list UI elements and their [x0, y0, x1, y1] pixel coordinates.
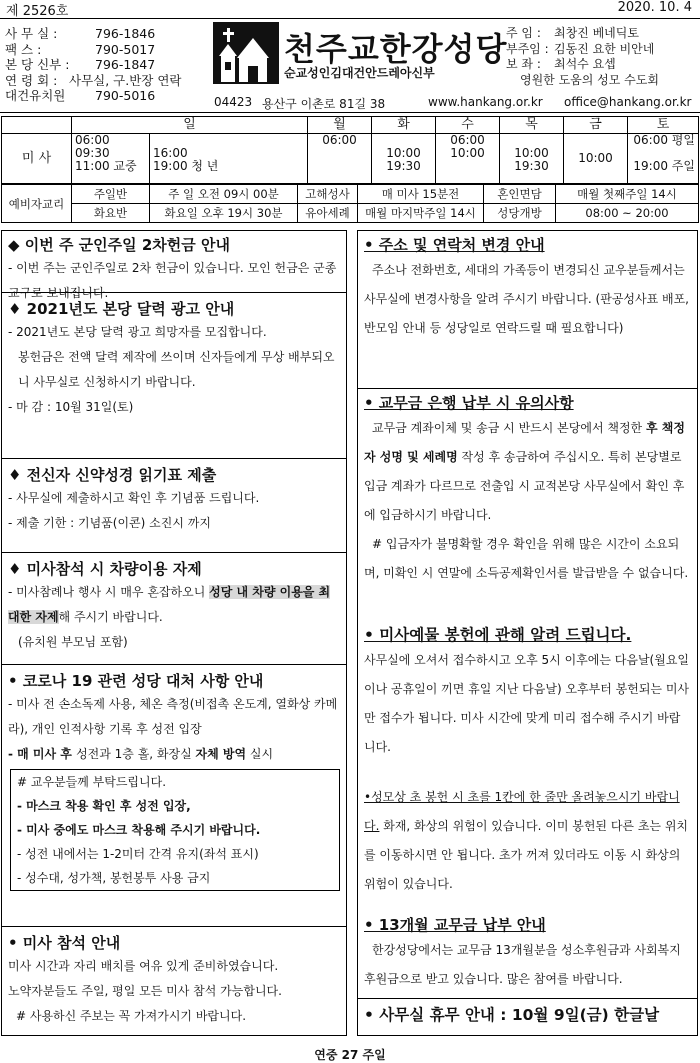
thu-times — [500, 134, 564, 184]
notice-covid — [2, 667, 346, 927]
vice-label: 보 좌 : — [506, 57, 541, 71]
day-tue: 화 — [372, 117, 436, 134]
pastor-name: 최창진 베네딕토 — [554, 26, 639, 40]
text: 작성 후 송금하여 주십시오. 특히 본당별로 입금 계좌가 다르므로 전출입 시 교적본당 사무실에서 확인 후에 입금하시기 바랍니다. — [364, 450, 685, 522]
day-mon: 월 — [308, 117, 372, 134]
notice-body: # 사용하신 주보는 꼭 가져가시기 바랍니다. — [16, 1009, 247, 1023]
header-rule — [0, 112, 700, 113]
schedule-corner — [2, 117, 72, 134]
time: 06:00 — [322, 133, 357, 147]
highlight-text: 성당 내 차량 이용을 최대한 자제 — [8, 585, 331, 624]
day-wed: 수 — [436, 117, 500, 134]
right-column — [357, 230, 698, 1036]
notice-body — [358, 777, 697, 899]
cell: 08:00 ~ 20:00 — [556, 204, 699, 223]
contact-left — [5, 26, 215, 104]
fri-times — [564, 134, 628, 184]
office-phone: 796-1846 — [95, 26, 156, 41]
notice-calendar-ad — [2, 295, 346, 459]
mon-times — [308, 134, 372, 184]
request-box — [10, 769, 340, 891]
text: 실시 — [246, 747, 274, 761]
notice-title: ♦ 미사참석 시 차량이용 자제 — [8, 560, 202, 578]
day-fri: 금 — [564, 117, 628, 134]
notice-title: • 미사예물 봉헌에 관해 알려 드립니다. — [364, 626, 632, 644]
website-link[interactable]: www.hankang.or.kr — [428, 95, 543, 109]
notice-address-change — [358, 231, 697, 389]
time: 19:30 — [514, 159, 549, 173]
church-title: 천주교한강성당 — [284, 30, 508, 68]
mass-schedule-table — [1, 116, 699, 184]
notice-body: 사무실에 오셔서 접수하시고 오후 5시 이후에는 다음날(월요일이나 공휴일이 끼면 휴일 지난 다음날) 오후부터 봉헌되는 미사만 접수가 됩니다. 미사 시간에 맞게 미리 접수해 주시기 바랍니다. — [364, 653, 690, 754]
contact-right — [506, 26, 696, 88]
text: 자체 방역 — [195, 747, 247, 761]
day-sun: 일 — [72, 117, 308, 134]
request-item: - 마스크 착용 확인 후 성전 입장, — [17, 799, 191, 813]
sun-times-a — [72, 134, 150, 184]
time: 19:00 주일 — [633, 159, 695, 173]
issue-date: 2020. 10. 4 — [617, 0, 692, 15]
notice-title: • 교무금 은행 납부 시 유의사항 — [364, 394, 574, 412]
notice-body: 한강성당에서는 교무금 13개월분을 성소후원금과 사회복지 후원금으로 받고 있습니다. 많은 참여를 바랍니다. — [364, 943, 681, 986]
notice-body: - 이번 주는 군인주일로 2차 헌금이 있습니다. 모인 헌금은 군종교구로 보내집니다. — [8, 261, 337, 300]
notice-body: - 제출 기한 : 기념품(이콘) 소진시 까지 — [8, 516, 211, 530]
request-item: - 미사 중에도 마스크 착용해 주시기 바랍니다. — [17, 823, 261, 837]
text: •성모상 초 봉헌 시 초를 1칸에 한 줄만 올려놓으시기 바랍니다. — [364, 790, 680, 833]
sun-times-b — [150, 134, 308, 184]
cell: 매월 마지막주일 14시 — [358, 204, 484, 223]
sacrament-table — [1, 184, 699, 223]
cell: 화요반 — [72, 204, 150, 223]
time: 11:00 교중 — [75, 159, 137, 173]
notice-military-sunday — [2, 231, 346, 300]
time: 10:00 — [514, 146, 549, 160]
sacrament-row-1 — [2, 185, 699, 204]
notice-title: ♦ 전신자 신약성경 읽기표 제출 — [8, 466, 217, 484]
cell: 주 일 오전 09시 00분 — [150, 185, 298, 204]
notice-title: • 코로나 19 관련 성당 대처 사항 안내 — [8, 672, 264, 690]
notice-title: ◆ 이번 주 군인주일 2차헌금 안내 — [8, 236, 230, 254]
sat-times — [628, 134, 699, 184]
issue-number: 제 2526호 — [6, 4, 69, 19]
assistant-name: 김동진 요한 비안네 — [554, 41, 655, 56]
notice-body — [2, 742, 346, 767]
notice-bank-payment — [358, 389, 697, 621]
cell: 유아세례 — [298, 204, 358, 223]
day-thu: 목 — [500, 117, 564, 134]
schedule-header-row — [2, 117, 699, 134]
cell: 고해성사 — [298, 185, 358, 204]
time: 16:00 — [153, 146, 188, 160]
notice-mass-attendance — [2, 929, 346, 1037]
notice-title: • 13개월 교무금 납부 안내 — [364, 916, 546, 934]
text: 교무금 계좌이체 및 송금 시 반드시 본당에서 책정한 — [372, 421, 646, 435]
time: 06:00 평일 — [633, 133, 695, 147]
postcode: 04423 — [214, 95, 253, 109]
time: 10:00 — [386, 146, 421, 160]
notice-bible-reading — [2, 461, 346, 553]
notice-parking — [2, 555, 346, 665]
vice-name: 최석수 요셉 — [554, 57, 616, 71]
prep-label: 예비자교리 — [2, 185, 72, 223]
time: 06:00 — [450, 133, 485, 147]
time: 10:00 — [578, 151, 613, 165]
notice-candle — [358, 777, 697, 907]
kindergarten-phone: 790-5016 — [95, 88, 156, 103]
schedule-times-row — [2, 134, 699, 184]
text: 해 주시기 바랍니다. — [58, 610, 163, 624]
notice-title: ♦ 2021년도 본당 달력 광고 안내 — [8, 300, 235, 318]
priest-phone: 796-1847 — [95, 57, 156, 72]
top-rule — [0, 18, 700, 19]
mass-label: 미 사 — [2, 134, 72, 184]
request-item: - 성전 내에서는 1-2미터 간격 유지(좌석 표시) — [17, 847, 259, 861]
time: 10:00 — [450, 146, 485, 160]
notice-body: - 미사 전 손소독제 사용, 체온 측정(비접촉 온도계, 열화상 카메라), 개인 인적사항 기록 후 성전 입장 — [8, 697, 338, 736]
notice-body — [358, 414, 697, 530]
request-item: - 성수대, 성가책, 봉헌봉투 사용 금지 — [17, 871, 211, 885]
order-blank — [506, 73, 520, 89]
address: 용산구 이촌로 81길 38 — [262, 97, 386, 111]
notice-title: • 주소 및 연락처 변경 안내 — [364, 236, 545, 254]
notice-body: (유치원 부모님 포함) — [18, 635, 128, 649]
text: - 미사참례나 행사 시 매우 혼잡하오니 — [8, 585, 210, 599]
notice-title: • 미사 참석 안내 — [8, 934, 121, 952]
notice-body: 봉헌금은 전액 달력 제작에 쓰이며 신자들에게 무상 배부되오니 사무실로 신청하시기 바랍니다. — [18, 350, 335, 389]
cell: 혼인면담 — [484, 185, 556, 204]
fax-number: 790-5017 — [95, 41, 156, 57]
order-name: 영원한 도움의 성모 수도회 — [520, 72, 659, 87]
left-column — [1, 230, 347, 1036]
time: 19:30 — [386, 159, 421, 173]
notice-body: 미사 시간과 자리 배치를 여유 있게 준비하였습니다. — [8, 959, 279, 973]
email-link[interactable]: office@hankang.or.kr — [564, 95, 692, 109]
wed-times — [436, 134, 500, 184]
cell: 성당개방 — [484, 204, 556, 223]
notice-body: 주소나 전화번호, 세대의 가족등이 변경되신 교우분들께서는 사무실에 변경사항을 알려 주시기 바랍니다. (판공성사표 배포, 반모임 안내 등 성당일로 연락드릴 때 필요합니다) — [364, 263, 689, 335]
fax-label: 팩 스 : — [5, 41, 42, 57]
office-label: 사 무 실 : — [5, 26, 58, 41]
assistant-label: 부주임 : — [506, 41, 549, 56]
notice-body: # 입금자가 불명확할 경우 확인을 위해 많은 시간이 소요되며, 미확인 시 연말에 소득공제확인서를 발급받을 수 없습니다. — [364, 537, 689, 580]
notice-mass-offering — [358, 621, 697, 771]
text: 화재, 화상의 위험이 있습니다. 이미 봉헌된 다른 초는 위치를 이동하시면 안 됩니다. 초가 꺼져 있더라도 이동 시 화상의 위험이 있습니다. — [364, 819, 688, 891]
text: - 매 미사 후 — [8, 747, 77, 761]
notice-body: 노약자분들도 주일, 평일 모든 미사 참석 가능합니다. — [8, 984, 282, 998]
church-subtitle: 순교성인김대건안드레아신부 — [284, 66, 435, 80]
time: 09:30 — [75, 146, 110, 160]
yeonryeong-value: 사무실, 구.반장 연락 — [69, 72, 182, 88]
footer-sunday: 연중 27 주일 — [314, 1048, 386, 1062]
time: 19:00 청 년 — [153, 159, 219, 173]
pastor-label: 주 임 : — [506, 26, 541, 40]
kindergarten-label: 대건유치원 — [5, 88, 66, 103]
tue-times — [372, 134, 436, 184]
church-logo-icon — [213, 22, 279, 84]
text: 성전과 1층 홀, 화장실 — [76, 747, 196, 761]
notice-body: - 2021년도 본당 달력 광고 희망자를 모집합니다. — [8, 325, 267, 339]
notice-body — [2, 580, 346, 630]
priest-label: 본 당 신부 : — [5, 57, 70, 72]
day-sat: 토 — [628, 117, 699, 134]
yeonryeong-label: 연 령 회 : — [5, 72, 58, 88]
cell: 주일반 — [72, 185, 150, 204]
notice-body: - 사무실에 제출하시고 확인 후 기념품 드립니다. — [8, 491, 260, 505]
notice-office-closed — [358, 1001, 697, 1037]
notice-title: • 사무실 휴무 안내 : 10월 9일(금) 한글날 — [364, 1006, 660, 1024]
cell: 매 미사 15분전 — [358, 185, 484, 204]
time: 06:00 — [75, 133, 110, 147]
request-item: # 교우분들께 부탁드립니다. — [17, 775, 167, 789]
cell: 매월 첫째주일 14시 — [556, 185, 699, 204]
notice-13month — [358, 911, 697, 999]
cell: 화요일 오후 19시 30분 — [150, 204, 298, 223]
text: 후 책정자 성명 및 세례명 — [364, 421, 685, 464]
notice-deadline: - 마 감 : 10월 31일(토) — [8, 400, 134, 414]
sacrament-row-2 — [2, 204, 699, 223]
